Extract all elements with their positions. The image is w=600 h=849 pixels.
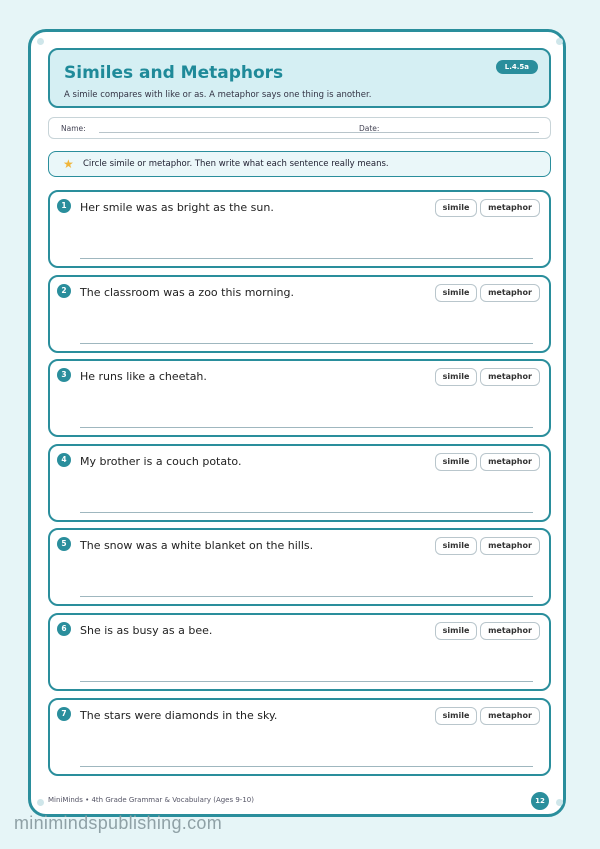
question-text: The classroom was a zoo this morning. [80, 285, 294, 299]
name-field[interactable] [99, 132, 389, 133]
question-text: The snow was a white blanket on the hills. [80, 539, 314, 553]
question-number: 1 [57, 199, 71, 213]
metaphor-option[interactable]: metaphor [480, 537, 540, 555]
corner-dot [556, 38, 563, 45]
star-icon: ★ [63, 157, 74, 171]
page-subtitle: A simile compares with like or as. A metaphor says one thing is another. [64, 90, 372, 100]
question-number: 7 [57, 707, 71, 721]
answer-line[interactable] [80, 766, 533, 767]
question-card [48, 698, 551, 776]
question-card [48, 359, 551, 437]
question-card [48, 444, 551, 522]
question-number: 2 [57, 284, 71, 298]
metaphor-option[interactable]: metaphor [480, 707, 540, 725]
simile-option[interactable]: simile [435, 284, 477, 302]
question-text: My brother is a couch potato. [80, 454, 242, 468]
date-field[interactable] [389, 132, 539, 133]
question-text: She is as busy as a bee. [80, 624, 213, 637]
corner-dot [37, 38, 44, 45]
answer-line[interactable] [80, 681, 533, 682]
question-text: He runs like a cheetah. [80, 370, 207, 384]
page-number: 12 [531, 792, 549, 810]
question-card [48, 190, 551, 268]
metaphor-option[interactable]: metaphor [480, 622, 540, 640]
question-number: 3 [57, 368, 71, 382]
question-number: 6 [57, 622, 71, 636]
answer-line[interactable] [80, 596, 533, 597]
simile-option[interactable]: simile [435, 537, 477, 555]
answer-line[interactable] [80, 343, 533, 344]
metaphor-option[interactable]: metaphor [480, 368, 540, 386]
question-card [48, 528, 551, 606]
corner-dot [556, 799, 563, 806]
question-number: 4 [57, 453, 71, 467]
simile-option[interactable]: simile [435, 622, 477, 640]
standard-code-badge: L.4.5a [496, 60, 538, 74]
page-title: Similes and Metaphors [64, 63, 284, 83]
name-label: Name: [61, 124, 86, 133]
question-text: The stars were diamonds in the sky. [80, 708, 278, 722]
watermark: minimindspublishing.com [14, 813, 222, 833]
worksheet-header [48, 48, 551, 108]
date-label: Date: [359, 124, 380, 133]
instruction-text: Circle simile or metaphor. Then write what each sentence really means. [83, 159, 389, 169]
answer-line[interactable] [80, 427, 533, 428]
question-card [48, 613, 551, 691]
metaphor-option[interactable]: metaphor [480, 284, 540, 302]
question-card [48, 275, 551, 353]
question-number: 5 [57, 537, 71, 551]
instruction-box [48, 151, 551, 177]
corner-dot [37, 799, 44, 806]
answer-line[interactable] [80, 258, 533, 259]
simile-option[interactable]: simile [435, 453, 477, 471]
question-text: Her smile was as bright as the sun. [80, 201, 274, 214]
metaphor-option[interactable]: metaphor [480, 453, 540, 471]
simile-option[interactable]: simile [435, 199, 477, 217]
footer-text: MiniMinds • 4th Grade Grammar & Vocabulary (Ages 9-10) [48, 796, 254, 804]
simile-option[interactable]: simile [435, 707, 477, 725]
answer-line[interactable] [80, 512, 533, 513]
name-date-bar [48, 117, 551, 139]
metaphor-option[interactable]: metaphor [480, 199, 540, 217]
simile-option[interactable]: simile [435, 368, 477, 386]
